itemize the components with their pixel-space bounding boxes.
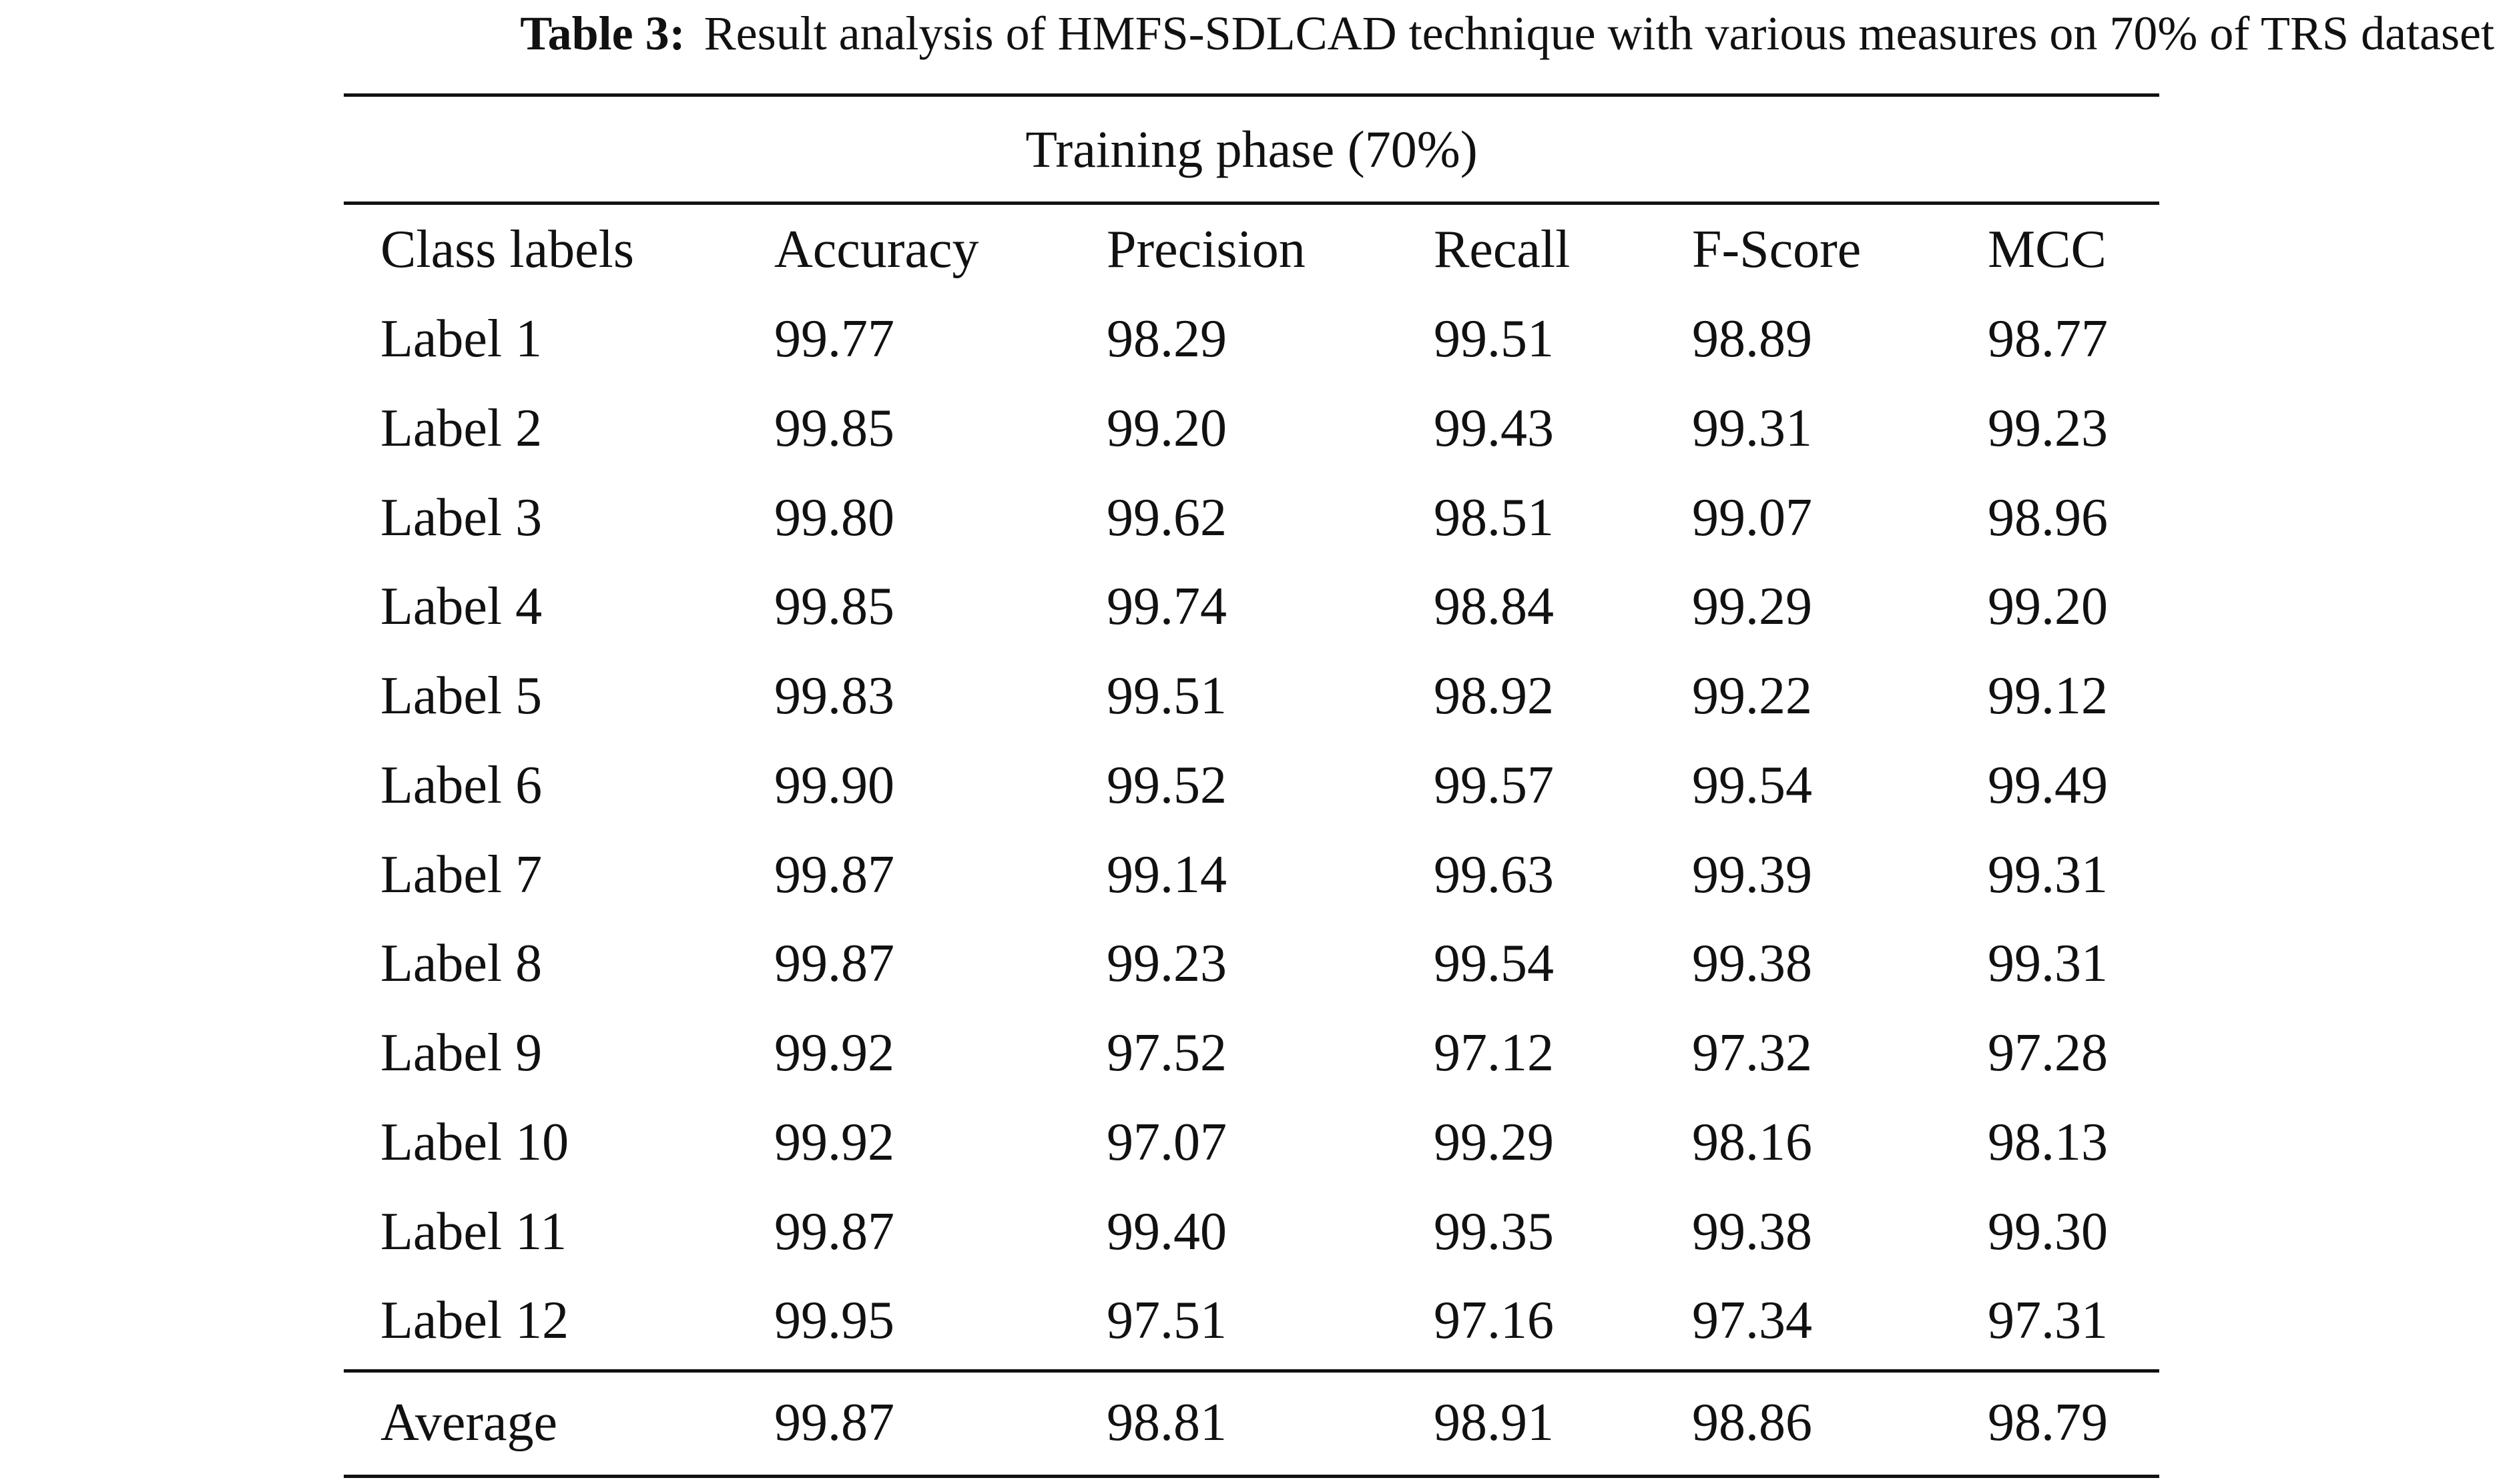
cell-mcc: 99.23 bbox=[1988, 398, 2108, 458]
cell-mcc: 97.28 bbox=[1988, 1024, 2108, 1082]
average-recall: 98.91 bbox=[1434, 1393, 1554, 1452]
cell-recall: 97.12 bbox=[1434, 1024, 1554, 1082]
table-row bbox=[344, 651, 2159, 741]
cell-recall: 98.51 bbox=[1434, 488, 1554, 547]
cell-mcc: 99.31 bbox=[1988, 845, 2108, 904]
cell-class-label: Label 11 bbox=[380, 1202, 567, 1261]
cell-accuracy: 99.85 bbox=[774, 577, 894, 637]
cell-accuracy: 99.77 bbox=[774, 310, 894, 368]
bottom-rule bbox=[344, 1475, 2159, 1478]
cell-class-label: Label 4 bbox=[380, 577, 543, 637]
header-f-score: F-Score bbox=[1692, 220, 1862, 279]
table-row bbox=[344, 1187, 2159, 1276]
cell-f-score: 97.32 bbox=[1692, 1024, 1812, 1082]
cell-recall: 99.51 bbox=[1434, 310, 1554, 368]
table-row bbox=[344, 741, 2159, 830]
table-row bbox=[344, 1008, 2159, 1098]
cell-precision: 99.51 bbox=[1107, 667, 1227, 725]
cell-recall: 99.63 bbox=[1434, 845, 1554, 904]
cell-class-label: Label 6 bbox=[380, 755, 543, 815]
average-precision: 98.81 bbox=[1107, 1393, 1227, 1452]
average-row bbox=[344, 1378, 2159, 1467]
cell-recall: 98.92 bbox=[1434, 667, 1554, 725]
cell-f-score: 99.39 bbox=[1692, 845, 1812, 904]
cell-accuracy: 99.87 bbox=[774, 934, 894, 994]
cell-accuracy: 99.85 bbox=[774, 398, 894, 458]
cell-mcc: 99.30 bbox=[1988, 1202, 2108, 1261]
table-row bbox=[344, 919, 2159, 1008]
cell-mcc: 98.96 bbox=[1988, 488, 2108, 547]
table-row bbox=[344, 1098, 2159, 1187]
cell-precision: 99.14 bbox=[1107, 845, 1227, 904]
cell-f-score: 99.38 bbox=[1692, 1202, 1812, 1261]
phase-title: Training phase (70%) bbox=[1025, 120, 1478, 178]
header-mcc: MCC bbox=[1988, 220, 2107, 279]
cell-f-score: 99.07 bbox=[1692, 488, 1812, 547]
cell-f-score: 97.34 bbox=[1692, 1291, 1812, 1351]
cell-precision: 99.23 bbox=[1107, 934, 1227, 994]
header-accuracy: Accuracy bbox=[774, 220, 979, 279]
cell-recall: 99.29 bbox=[1434, 1112, 1554, 1172]
header-recall: Recall bbox=[1434, 220, 1571, 279]
caption-label: Table 3: bbox=[520, 7, 685, 60]
cell-accuracy: 99.92 bbox=[774, 1024, 894, 1082]
cell-accuracy: 99.83 bbox=[774, 667, 894, 725]
average-rule bbox=[344, 1369, 2159, 1373]
cell-precision: 99.62 bbox=[1107, 488, 1227, 547]
cell-recall: 99.54 bbox=[1434, 934, 1554, 994]
cell-mcc: 97.31 bbox=[1988, 1291, 2108, 1351]
table-row bbox=[344, 473, 2159, 563]
cell-precision: 97.07 bbox=[1107, 1112, 1227, 1172]
table-row bbox=[344, 830, 2159, 919]
cell-recall: 98.84 bbox=[1434, 577, 1554, 637]
header-precision: Precision bbox=[1107, 220, 1306, 279]
cell-precision: 99.52 bbox=[1107, 755, 1227, 815]
cell-class-label: Label 1 bbox=[380, 310, 543, 368]
cell-recall: 99.35 bbox=[1434, 1202, 1554, 1261]
average-label: Average bbox=[380, 1393, 557, 1452]
cell-class-label: Label 9 bbox=[380, 1024, 543, 1082]
cell-class-label: Label 10 bbox=[380, 1112, 569, 1172]
cell-class-label: Label 7 bbox=[380, 845, 543, 904]
average-f-score: 98.86 bbox=[1692, 1393, 1812, 1452]
cell-class-label: Label 12 bbox=[380, 1291, 569, 1351]
cell-precision: 97.51 bbox=[1107, 1291, 1227, 1351]
caption-text: Result analysis of HMFS-SDLCAD technique with various measures on 70% of TRS dataset bbox=[704, 7, 2494, 60]
cell-mcc: 98.13 bbox=[1988, 1112, 2108, 1172]
cell-mcc: 99.31 bbox=[1988, 934, 2108, 994]
cell-recall: 99.43 bbox=[1434, 398, 1554, 458]
cell-f-score: 98.16 bbox=[1692, 1112, 1812, 1172]
cell-class-label: Label 2 bbox=[380, 398, 543, 458]
cell-class-label: Label 8 bbox=[380, 934, 543, 994]
header-class-labels: Class labels bbox=[380, 220, 634, 279]
cell-accuracy: 99.87 bbox=[774, 1202, 894, 1261]
header-row bbox=[344, 205, 2159, 294]
cell-precision: 99.74 bbox=[1107, 577, 1227, 637]
cell-accuracy: 99.90 bbox=[774, 755, 894, 815]
cell-precision: 97.52 bbox=[1107, 1024, 1227, 1082]
cell-precision: 99.20 bbox=[1107, 398, 1227, 458]
table-caption bbox=[0, 0, 2501, 67]
table-row bbox=[344, 384, 2159, 473]
cell-mcc: 99.49 bbox=[1988, 755, 2108, 815]
average-accuracy: 99.87 bbox=[774, 1393, 894, 1452]
cell-accuracy: 99.80 bbox=[774, 488, 894, 547]
cell-accuracy: 99.92 bbox=[774, 1112, 894, 1172]
cell-class-label: Label 5 bbox=[380, 667, 543, 725]
cell-precision: 98.29 bbox=[1107, 310, 1227, 368]
cell-f-score: 99.29 bbox=[1692, 577, 1812, 637]
cell-accuracy: 99.95 bbox=[774, 1291, 894, 1351]
table-row bbox=[344, 562, 2159, 651]
table-row bbox=[344, 294, 2159, 384]
cell-f-score: 99.54 bbox=[1692, 755, 1812, 815]
cell-recall: 99.57 bbox=[1434, 755, 1554, 815]
table-row bbox=[344, 1276, 2159, 1365]
cell-mcc: 99.20 bbox=[1988, 577, 2108, 637]
cell-recall: 97.16 bbox=[1434, 1291, 1554, 1351]
cell-accuracy: 99.87 bbox=[774, 845, 894, 904]
cell-precision: 99.40 bbox=[1107, 1202, 1227, 1261]
cell-f-score: 99.22 bbox=[1692, 667, 1812, 725]
average-mcc: 98.79 bbox=[1988, 1393, 2108, 1452]
cell-class-label: Label 3 bbox=[380, 488, 543, 547]
cell-mcc: 99.12 bbox=[1988, 667, 2108, 725]
cell-mcc: 98.77 bbox=[1988, 310, 2108, 368]
cell-f-score: 99.38 bbox=[1692, 934, 1812, 994]
cell-f-score: 98.89 bbox=[1692, 310, 1812, 368]
cell-f-score: 99.31 bbox=[1692, 398, 1812, 458]
